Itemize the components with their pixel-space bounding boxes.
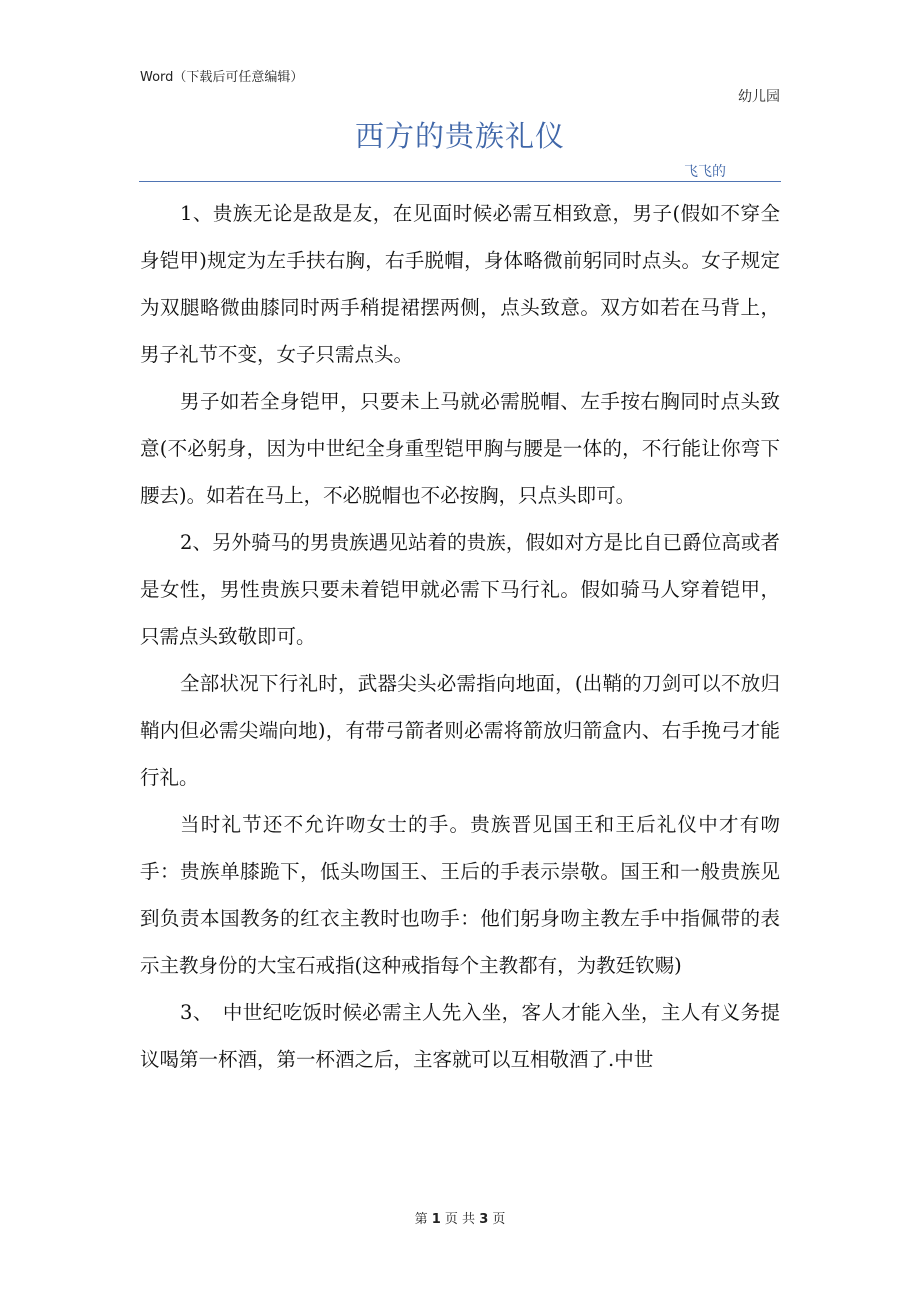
- paragraph-2: 男子如若全身铠甲，只要未上马就必需脱帽、左手按右胸同时点头致意(不必躬身，因为中世纪全身重型铠甲胸与腰是一体的，不行能让你弯下腰去)。如若在马上，不必脱帽也不必按胸，只点头即可。: [140, 390, 780, 507]
- paragraph-3: 2、另外骑马的男贵族遇见站着的贵族，假如对方是比自已爵位高或者是女性，男性贵族只要未着铠甲就必需下马行礼。假如骑马人穿着铠甲，只需点头致敬即可。: [140, 531, 780, 648]
- paragraph-5: 当时礼节还不允许吻女士的手。贵族晋见国王和王后礼仪中才有吻手：贵族单膝跪下，低头吻国王、王后的手表示崇敬。国王和一般贵族见到负责本国教务的红衣主教时也吻手：他们躬身吻主教左手中指佩带的表示主教身份的大宝石戒指(这种戒指每个主教都有，为教廷钦赐): [140, 813, 780, 977]
- page-current: 1: [431, 1212, 441, 1227]
- top-note: Word（下载后可任意编辑）: [140, 70, 304, 85]
- document-title: 西方的贵族礼仪: [354, 119, 565, 153]
- title-divider: [139, 181, 781, 182]
- page-footer: [0, 1208, 920, 1227]
- page-total: 3: [479, 1212, 489, 1227]
- document-author: 飞飞的: [684, 164, 726, 180]
- page-mid: 页 共: [444, 1212, 476, 1227]
- paragraph-1: 1、贵族无论是敌是友，在见面时候必需互相致意，男子(假如不穿全身铠甲)规定为左手扶右胸，右手脱帽，身体略微前躬同时点头。女子规定为双腿略微曲膝同时两手稍提裙摆两侧，点头致意。双方如若在马背上，男子礼节不变，女子只需点头。: [140, 202, 780, 366]
- paragraph-4: 全部状况下行礼时，武器尖头必需指向地面，(出鞘的刀剑可以不放归鞘内但必需尖端向地)，有带弓箭者则必需将箭放归箭盒内、右手挽弓才能行礼。: [140, 672, 780, 789]
- paragraph-6: 3、 中世纪吃饭时候必需主人先入坐，客人才能入坐，主人有义务提议喝第一杯酒，第一杯酒之后，主客就可以互相敬酒了.中世: [140, 1001, 780, 1071]
- page-suffix: 页: [492, 1212, 506, 1227]
- document-body: [140, 190, 780, 1083]
- header-label: 幼儿园: [738, 89, 780, 105]
- page-prefix: 第: [414, 1212, 428, 1227]
